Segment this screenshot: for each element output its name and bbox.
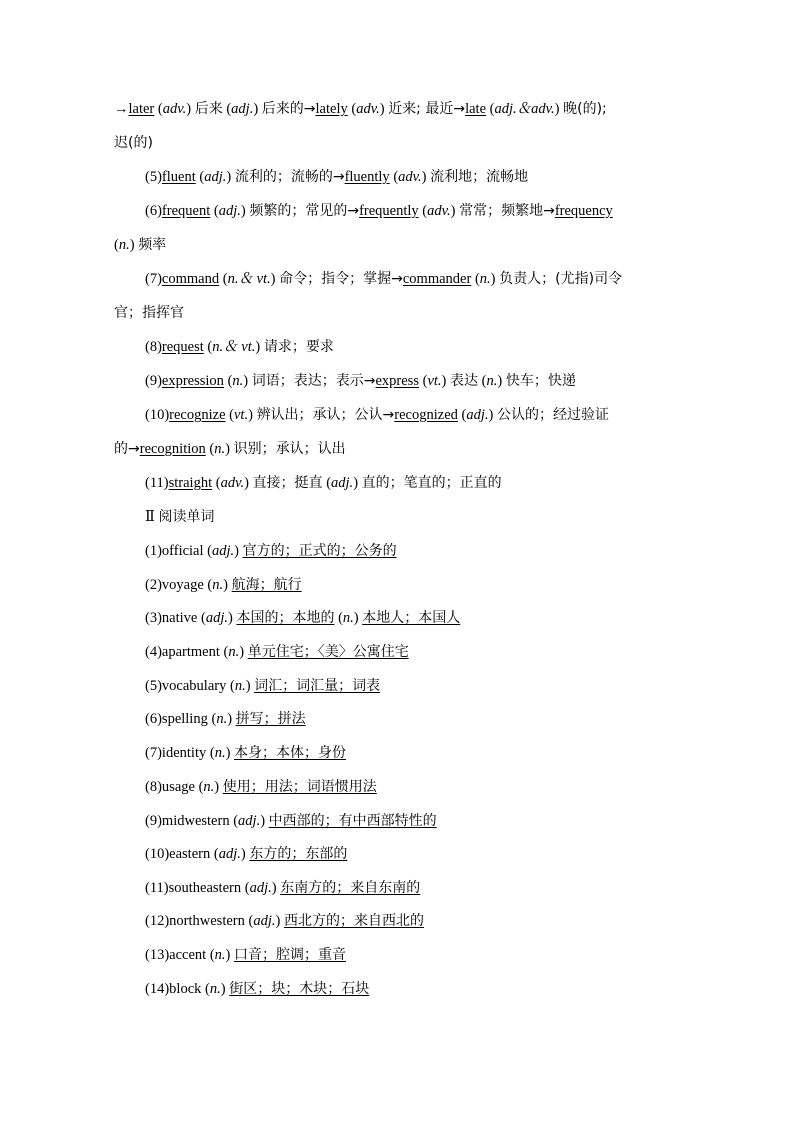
gloss: 后来 (194, 101, 223, 117)
reading-item: (12)northwestern (adj.) 西北方的；来自西北的 (145, 913, 424, 929)
pos: n.＆ vt. (227, 271, 271, 287)
answer-meaning: 使用；用法；词语惯用法 (222, 779, 377, 795)
answer-fluently: fluently (344, 169, 390, 185)
item-number: (7) (145, 745, 162, 761)
answer-straight: straight (168, 475, 213, 491)
answer-expression: expression (161, 373, 224, 389)
word: block (169, 981, 202, 997)
pos: n. (214, 441, 226, 457)
pos: n. (212, 577, 224, 593)
vocab-item-10: (10)recognize (vt.) 辨认出；承认；公认→recognized (adj.) 公认的；经过验证 (145, 407, 609, 423)
item-number: (9) (145, 813, 162, 829)
reading-item: (4)apartment (n.) 单元住宅；〈美〉公寓住宅 (145, 644, 409, 660)
gloss: 请求；要求 (263, 339, 334, 355)
item-number: (7) (145, 271, 162, 287)
answer-meaning: 官方的；正式的；公务的 (242, 543, 397, 559)
pos: adj. (218, 203, 241, 219)
word: vocabulary (161, 678, 227, 694)
item-number: (6) (145, 711, 162, 727)
gloss: 公认的；经过验证 (497, 407, 609, 423)
item-number: (6) (145, 203, 162, 219)
pos: vt. (234, 407, 249, 423)
pos: adj. (466, 407, 489, 423)
pos: n. (232, 373, 244, 389)
gloss: 命令；指令；掌握→ (279, 271, 403, 287)
item-number: (8) (145, 779, 162, 795)
reading-item: (8)usage (n.) 使用；用法；词语惯用法 (145, 779, 377, 795)
reading-item: (7)identity (n.) 本身；本体；身份 (145, 745, 347, 761)
vocab-item-6: (6)frequent (adj.) 频繁的；常见的→frequently (adv.) 常常；频繁地→frequency (145, 203, 613, 219)
item-number: (10) (145, 407, 170, 423)
word: eastern (169, 846, 211, 862)
pos: adj. (204, 169, 227, 185)
pos: n. (342, 610, 354, 626)
answer-express: express (375, 373, 419, 389)
word: voyage (161, 577, 204, 593)
word: native (161, 610, 198, 626)
pos: adj. (331, 475, 354, 491)
answer-later: later (128, 101, 155, 117)
pos: n. (209, 981, 221, 997)
answer-meaning: 航海；航行 (231, 577, 302, 593)
pos: n.＆ vt. (212, 339, 256, 355)
answer-meaning: 中西部的；有中西部特性的 (268, 813, 437, 829)
gloss: 晚(的); (563, 101, 607, 117)
answer-frequency: frequency (554, 203, 613, 219)
answer-meaning: 本国的；本地的 (236, 610, 335, 626)
reading-item: (1)official (adj.) 官方的；正式的；公务的 (145, 543, 397, 559)
item-number: (3) (145, 610, 162, 626)
reading-item: (14)block (n.) 街区；块；木块；石块 (145, 981, 370, 997)
gloss: 近来; 最近→ (388, 101, 466, 117)
vocab-item-9: (9)expression (n.) 词语；表达；表示→express (vt.) 表达 (n.) 快车；快递 (145, 373, 576, 389)
word: identity (161, 745, 207, 761)
answer-commander: commander (402, 271, 472, 287)
gloss: 流利的；流畅的→ (234, 169, 345, 185)
item-number: (8) (145, 339, 162, 355)
word: usage (161, 779, 195, 795)
reading-item: (3)native (adj.) 本国的；本地的 (n.) 本地人；本国人 (145, 610, 461, 626)
gloss: 直接；挺直 (252, 475, 323, 491)
answer-meaning: 词汇；词汇量；词表 (254, 678, 381, 694)
answer-frequent: frequent (161, 203, 211, 219)
vocab-item-8: (8)request (n.＆ vt.) 请求；要求 (145, 339, 334, 355)
pos: n. (214, 947, 226, 963)
section-number: Ⅱ (145, 509, 155, 525)
vocab-item-7-cont: 官；指挥官 (114, 305, 184, 321)
pos: n. (228, 644, 240, 660)
vocab-item-10-cont: 的→recognition (n.) 识别；承认；认出 (114, 441, 346, 457)
reading-item: (10)eastern (adj.) 东方的；东部的 (145, 846, 348, 862)
answer-command: command (161, 271, 220, 287)
vocab-item-11: (11)straight (adv.) 直接；挺直 (adj.) 直的；笔直的；正直的 (145, 475, 502, 491)
pos: adv. (356, 101, 380, 117)
reading-item: (13)accent (n.) 口音；腔调；重音 (145, 947, 347, 963)
pos: adj. (218, 846, 241, 862)
answer-meaning: 西北方的；来自西北的 (283, 913, 424, 929)
pos: adj. (253, 913, 276, 929)
reading-item: (5)vocabulary (n.) 词汇；词汇量；词表 (145, 678, 381, 694)
word: apartment (161, 644, 220, 660)
gloss: 辨认出；承认；公认→ (256, 407, 395, 423)
vocab-line-late-cont: 迟(的) (114, 135, 153, 151)
item-number: (5) (145, 169, 162, 185)
answer-recognition: recognition (139, 441, 206, 457)
word: midwestern (161, 813, 230, 829)
vocab-line-later: →later (adv.) 后来 (adj.) 后来的→lately (adv.) 近来; 最近→late (adj.＆adv.) 晚(的); (114, 101, 607, 117)
pos: adv. (398, 169, 422, 185)
pos: adj. (205, 610, 228, 626)
word: accent (169, 947, 207, 963)
answer-meaning: 东方的；东部的 (249, 846, 348, 862)
gloss: 常常；频繁地→ (459, 203, 555, 219)
answer-meaning: 东南方的；来自东南的 (280, 880, 421, 896)
answer-frequently: frequently (359, 203, 419, 219)
item-number: (14) (145, 981, 170, 997)
pos: n. (203, 779, 215, 795)
pos: n. (234, 678, 246, 694)
reading-item: (9)midwestern (adj.) 中西部的；有中西部特性的 (145, 813, 437, 829)
section-title: 阅读单词 (158, 509, 215, 525)
gloss: 频率 (138, 237, 167, 253)
pos: adj. (231, 101, 254, 117)
item-number: (12) (145, 913, 170, 929)
item-number: (9) (145, 373, 162, 389)
word: spelling (161, 711, 208, 727)
item-number: (2) (145, 577, 162, 593)
gloss: 后来的→ (261, 101, 316, 117)
item-number: (1) (145, 543, 162, 559)
gloss: 直的；笔直的；正直的 (361, 475, 502, 491)
answer-meaning: 本身；本体；身份 (234, 745, 347, 761)
vocab-item-5: (5)fluent (adj.) 流利的；流畅的→fluently (adv.) 流利地；流畅地 (145, 169, 529, 185)
item-number: (4) (145, 644, 162, 660)
gloss: 表达 (450, 373, 479, 389)
gloss: 负责人；(尤指)司令 (499, 271, 623, 287)
item-number: (5) (145, 678, 162, 694)
pos: adj.＆adv. (494, 101, 555, 117)
item-number: (10) (145, 846, 170, 862)
arrow: → (114, 101, 129, 117)
section-heading-reading-words (145, 507, 680, 527)
gloss: 流利地；流畅地 (430, 169, 529, 185)
word: northwestern (169, 913, 245, 929)
pos: n. (479, 271, 491, 287)
pos: adj. (212, 543, 235, 559)
answer-meaning: 口音；腔调；重音 (234, 947, 347, 963)
reading-item: (11)southeastern (adj.) 东南方的；来自东南的 (145, 880, 421, 896)
answer-meaning: 单元住宅；〈美〉公寓住宅 (247, 644, 409, 660)
answer-recognized: recognized (394, 407, 458, 423)
pos: n. (216, 711, 228, 727)
gloss: 快车；快递 (505, 373, 576, 389)
answer-fluent: fluent (161, 169, 196, 185)
gloss: 的→ (114, 441, 140, 457)
pos: n. (486, 373, 498, 389)
word: official (161, 543, 204, 559)
item-number: (11) (145, 880, 169, 896)
answer-lately: lately (315, 101, 348, 117)
reading-item: (6)spelling (n.) 拼写；拼法 (145, 711, 306, 727)
pos: n. (214, 745, 226, 761)
answer-meaning: 街区；块；木块；石块 (229, 981, 370, 997)
gloss: 识别；承认；认出 (233, 441, 346, 457)
gloss: 词语；表达；表示→ (251, 373, 376, 389)
pos: adj. (249, 880, 272, 896)
word: southeastern (168, 880, 242, 896)
pos: adv. (427, 203, 451, 219)
pos: vt. (427, 373, 442, 389)
answer-request: request (161, 339, 204, 355)
gloss: 频繁的；常见的→ (249, 203, 360, 219)
item-number: (11) (145, 475, 169, 491)
pos: adv. (220, 475, 245, 491)
pos: adj. (238, 813, 261, 829)
vocab-item-7: (7)command (n.＆ vt.) 命令；指令；掌握→commander (n.) 负责人；(尤指)司令 (145, 271, 623, 287)
item-number: (13) (145, 947, 170, 963)
pos: n. (118, 237, 130, 253)
answer-late: late (465, 101, 487, 117)
pos: adv. (162, 101, 187, 117)
answer-meaning: 本地人；本国人 (362, 610, 461, 626)
answer-recognize: recognize (169, 407, 226, 423)
reading-item: (2)voyage (n.) 航海；航行 (145, 577, 302, 593)
vocab-item-6-cont: (n.) 频率 (114, 237, 167, 253)
answer-meaning: 拼写；拼法 (235, 711, 306, 727)
